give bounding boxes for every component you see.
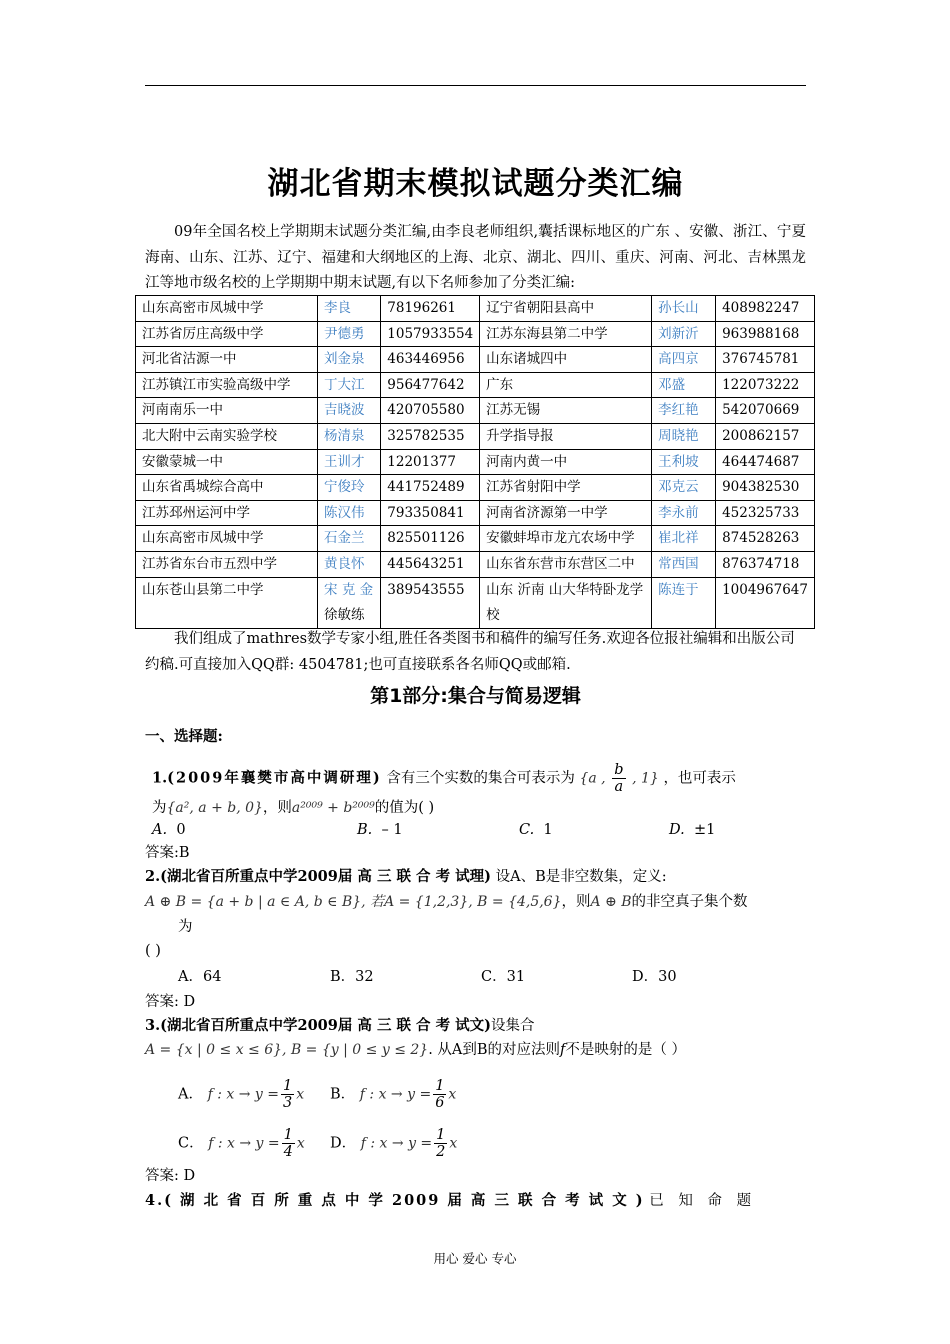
question-2-head xyxy=(145,867,667,887)
table-row xyxy=(136,449,815,475)
school-cell: 山东省东营市东营区二中 xyxy=(480,551,652,577)
qq-cell: 464474687 xyxy=(716,449,815,475)
fraction-denominator: a xyxy=(614,779,624,795)
option-b xyxy=(330,1078,456,1111)
answer-paren: ( ) xyxy=(145,943,161,959)
qq-cell: 200862157 xyxy=(716,423,815,449)
fraction-denominator: 3 xyxy=(283,1095,293,1111)
question-text: 的值为( ) xyxy=(374,800,435,816)
teacher-name-cell: 宋 克 金 徐敏练 xyxy=(318,577,381,628)
fraction xyxy=(434,1127,447,1160)
question-text: ，也可表示 xyxy=(663,770,736,787)
question-text: . 从A到B的对应法则 xyxy=(428,1042,561,1058)
option-letter: B. xyxy=(357,822,373,838)
answer-3: 答案: D xyxy=(145,1168,196,1184)
question-text: 设A、B是非空数集，定义: xyxy=(495,869,667,885)
qq-cell: 1004967647 xyxy=(716,577,815,628)
school-cell: 山东 沂南 山大华特卧龙学校 xyxy=(480,577,652,628)
math-expression: f : x → y = xyxy=(359,1086,432,1103)
qq-cell: 12201377 xyxy=(381,449,480,475)
school-cell: 江苏省厉庄高级中学 xyxy=(136,321,318,347)
math-expression: x xyxy=(296,1135,305,1152)
teacher-name-cell: 李红艳 xyxy=(652,398,716,424)
school-cell: 山东诸城四中 xyxy=(480,347,652,373)
fraction xyxy=(433,1078,446,1111)
question-2-formula xyxy=(145,892,748,912)
school-cell: 河南南乐一中 xyxy=(136,398,318,424)
math-expression: {a², a + b, 0} xyxy=(166,800,263,816)
teacher-name-cell: 高四京 xyxy=(652,347,716,373)
school-cell: 江苏邳州运河中学 xyxy=(136,500,318,526)
school-cell: 江苏省射阳中学 xyxy=(480,475,652,501)
teacher-name-cell: 陈连于 xyxy=(652,577,716,628)
qq-cell: 542070669 xyxy=(716,398,815,424)
part-heading: 第1部分:集合与简易逻辑 xyxy=(370,685,581,707)
qq-cell: 78196261 xyxy=(381,296,480,322)
table-row xyxy=(136,321,815,347)
math-expression: A ⊕ B xyxy=(590,894,632,910)
qq-cell: 452325733 xyxy=(716,500,815,526)
teachers-table-body xyxy=(136,296,815,578)
qq-cell: 122073222 xyxy=(716,372,815,398)
qq-cell: 325782535 xyxy=(381,423,480,449)
teacher-name-cell: 李永前 xyxy=(652,500,716,526)
table-row xyxy=(136,398,815,424)
question-text: 不是映射的是（ ） xyxy=(565,1042,687,1058)
fraction xyxy=(282,1127,295,1160)
option-b: B．32 xyxy=(330,969,374,985)
question-text: 已 知 命 题 xyxy=(649,1193,757,1209)
school-cell: 辽宁省朝阳县高中 xyxy=(480,296,652,322)
option-c: C．31 xyxy=(481,969,526,985)
question-source: 3.(湖北省百所重点中学2009届 高 三 联 合 考 试文) xyxy=(145,1017,492,1034)
option-a xyxy=(178,1078,304,1111)
school-cell: 河北省沽源一中 xyxy=(136,347,318,373)
qq-cell: 389543555 xyxy=(381,577,480,628)
school-cell: 升学指导报 xyxy=(480,423,652,449)
section-heading: 一、选择题: xyxy=(145,728,223,745)
question-2-line2: 为 xyxy=(178,919,193,935)
teacher-name-cell: 黄良怀 xyxy=(318,551,381,577)
answer-1: 答案:B xyxy=(145,845,190,861)
school-cell: 山东省禹城综合高中 xyxy=(136,475,318,501)
qq-cell: 963988168 xyxy=(716,321,815,347)
school-cell: 江苏无锡 xyxy=(480,398,652,424)
qq-cell: 956477642 xyxy=(381,372,480,398)
qq-cell: 825501126 xyxy=(381,526,480,552)
question-text: ，则 xyxy=(561,894,591,910)
table-row xyxy=(136,500,815,526)
fraction-numerator: 1 xyxy=(283,1078,293,1094)
question-source: 4.( 湖 北 省 百 所 重 点 中 学 2009 届 高 三 联 合 考 试 文 ) xyxy=(145,1192,645,1209)
school-cell: 山东高密市凤城中学 xyxy=(136,296,318,322)
math-expression: f xyxy=(560,1042,566,1058)
table-row xyxy=(136,347,815,373)
option-text: 1 xyxy=(543,822,553,838)
qq-cell: 441752489 xyxy=(381,475,480,501)
option-letter: B． xyxy=(330,1086,356,1103)
question-1-line2 xyxy=(152,798,434,818)
fraction-numerator: b xyxy=(614,762,624,778)
fraction xyxy=(612,762,625,795)
table-row xyxy=(136,551,815,577)
teacher-name-cell: 刘金泉 xyxy=(318,347,381,373)
question-text: ，则 xyxy=(262,800,292,816)
school-cell: 安徽蚌埠市龙亢农场中学 xyxy=(480,526,652,552)
table-row xyxy=(136,577,815,628)
fraction-numerator: 1 xyxy=(436,1127,446,1143)
school-cell: 江苏省东台市五烈中学 xyxy=(136,551,318,577)
option-letter: D. xyxy=(669,822,685,838)
question-3-head xyxy=(145,1016,535,1036)
question-1-line1 xyxy=(152,762,736,795)
school-cell: 山东高密市凤城中学 xyxy=(136,526,318,552)
table-row xyxy=(136,296,815,322)
teacher-name-cell: 周晓艳 xyxy=(652,423,716,449)
qq-cell: 904382530 xyxy=(716,475,815,501)
fraction-denominator: 6 xyxy=(435,1095,445,1111)
teacher-name-cell: 邓盛 xyxy=(652,372,716,398)
question-source: (2009年襄樊市高中调研理) xyxy=(167,769,382,787)
school-cell: 山东苍山县第二中学 xyxy=(136,577,318,628)
teacher-name-cell: 丁大江 xyxy=(318,372,381,398)
question-text: 为 xyxy=(152,800,167,816)
option-c xyxy=(178,1127,305,1160)
teacher-name-cell: 李良 xyxy=(318,296,381,322)
math-expression: f : x → y = xyxy=(360,1135,433,1152)
school-cell: 安徽蒙城一中 xyxy=(136,449,318,475)
qq-cell: 463446956 xyxy=(381,347,480,373)
math-expression: A ⊕ B = {a + b | a ∈ A, b ∈ B}, 若A = {1,2,3}, B = {4,5,6} xyxy=(145,894,562,910)
qq-cell: 408982247 xyxy=(716,296,815,322)
teacher-name-cell: 常西国 xyxy=(652,551,716,577)
qq-cell: 420705580 xyxy=(381,398,480,424)
qq-cell: 793350841 xyxy=(381,500,480,526)
option-text: 0 xyxy=(176,822,186,838)
math-expression: x xyxy=(449,1135,458,1152)
question-text: 设集合 xyxy=(491,1018,535,1034)
option-a: A．64 xyxy=(178,969,222,985)
teacher-name-cell: 刘新沂 xyxy=(652,321,716,347)
teacher-name-cell: 孙长山 xyxy=(652,296,716,322)
fraction-numerator: 1 xyxy=(435,1078,445,1094)
fraction-numerator: 1 xyxy=(283,1127,293,1143)
math-expression: , 1} xyxy=(632,770,659,787)
page-footer: 用心 爱心 专心 xyxy=(433,1251,517,1266)
math-expression: f : x → y = xyxy=(208,1135,280,1152)
table-row xyxy=(136,372,815,398)
fraction xyxy=(281,1078,294,1111)
contact-paragraph: 我们组成了mathres数学专家小组,胜任各类图书和稿件的编写任务.欢迎各位报社编辑和出版公司约稿.可直接加入QQ群: 4504781;也可直接联系各名师QQ或邮箱. xyxy=(145,631,795,673)
math-expression: A = {x | 0 ≤ x ≤ 6}, B = {y | 0 ≤ y ≤ 2} xyxy=(145,1042,429,1058)
option-letter: A． xyxy=(178,1086,203,1103)
option-c xyxy=(519,820,553,840)
option-text: ±1 xyxy=(693,822,716,838)
teacher-name-cell: 吉晓波 xyxy=(318,398,381,424)
math-expression: a²⁰⁰⁹ + b²⁰⁰⁹ xyxy=(291,800,375,816)
teacher-name-cell: 王训才 xyxy=(318,449,381,475)
option-b xyxy=(357,820,403,840)
teacher-name-cell: 邓克云 xyxy=(652,475,716,501)
teacher-name-cell: 石金兰 xyxy=(318,526,381,552)
question-number: 1. xyxy=(152,769,168,787)
math-expression: {a , xyxy=(579,770,606,787)
teachers-table xyxy=(135,295,815,629)
math-expression: x xyxy=(448,1086,457,1103)
option-text: – 1 xyxy=(381,822,403,838)
option-a xyxy=(152,820,186,840)
question-text: 的非空真子集个数 xyxy=(631,894,748,910)
qq-cell: 876374718 xyxy=(716,551,815,577)
intro-paragraph: 09年全国名校上学期期末试题分类汇编,由李良老师组织,囊括课标地区的广东 、安徽、浙江、宁夏海南、山东、江苏、辽宁、福建和大纲地区的上海、北京、湖北、四川、重庆、河南、河北、吉林黑龙江等地市级名校的上学期期中期末试题,有以下名师参加了分类汇编: xyxy=(145,224,806,291)
school-cell: 北大附中云南实验学校 xyxy=(136,423,318,449)
question-3-formula xyxy=(145,1040,686,1060)
school-cell: 江苏东海县第二中学 xyxy=(480,321,652,347)
qq-cell: 874528263 xyxy=(716,526,815,552)
question-4-head xyxy=(145,1191,756,1211)
option-d: D．30 xyxy=(632,969,677,985)
table-row xyxy=(136,526,815,552)
math-expression: x xyxy=(296,1086,305,1103)
school-cell: 河南省济源第一中学 xyxy=(480,500,652,526)
option-letter: C. xyxy=(519,822,535,838)
teacher-name-cell: 王利坡 xyxy=(652,449,716,475)
table-row xyxy=(136,475,815,501)
fraction-denominator: 4 xyxy=(283,1144,293,1160)
teacher-name-cell: 杨清泉 xyxy=(318,423,381,449)
qq-cell: 445643251 xyxy=(381,551,480,577)
question-source: 2.(湖北省百所重点中学2009届 高 三 联 合 考 试理) xyxy=(145,868,492,885)
teacher-name-cell: 崔北祥 xyxy=(652,526,716,552)
school-cell: 河南内黄一中 xyxy=(480,449,652,475)
teacher-name-cell: 宁俊玲 xyxy=(318,475,381,501)
qq-cell: 376745781 xyxy=(716,347,815,373)
teacher-name-cell: 陈汉伟 xyxy=(318,500,381,526)
table-row xyxy=(136,423,815,449)
document-title: 湖北省期末模拟试题分类汇编 xyxy=(267,166,684,202)
fraction-denominator: 2 xyxy=(436,1144,446,1160)
answer-2: 答案: D xyxy=(145,994,196,1010)
header-rule xyxy=(145,85,806,86)
teacher-name-cell: 尹德勇 xyxy=(318,321,381,347)
option-letter: D． xyxy=(330,1135,357,1152)
qq-cell: 1057933554 xyxy=(381,321,480,347)
option-letter: A. xyxy=(152,822,168,838)
option-d xyxy=(669,820,715,840)
option-letter: C． xyxy=(178,1135,204,1152)
option-d xyxy=(330,1127,457,1160)
school-cell: 江苏镇江市实验高级中学 xyxy=(136,372,318,398)
math-expression: f : x → y = xyxy=(207,1086,280,1103)
school-cell: 广东 xyxy=(480,372,652,398)
question-text: 含有三个实数的集合可表示为 xyxy=(386,770,575,787)
